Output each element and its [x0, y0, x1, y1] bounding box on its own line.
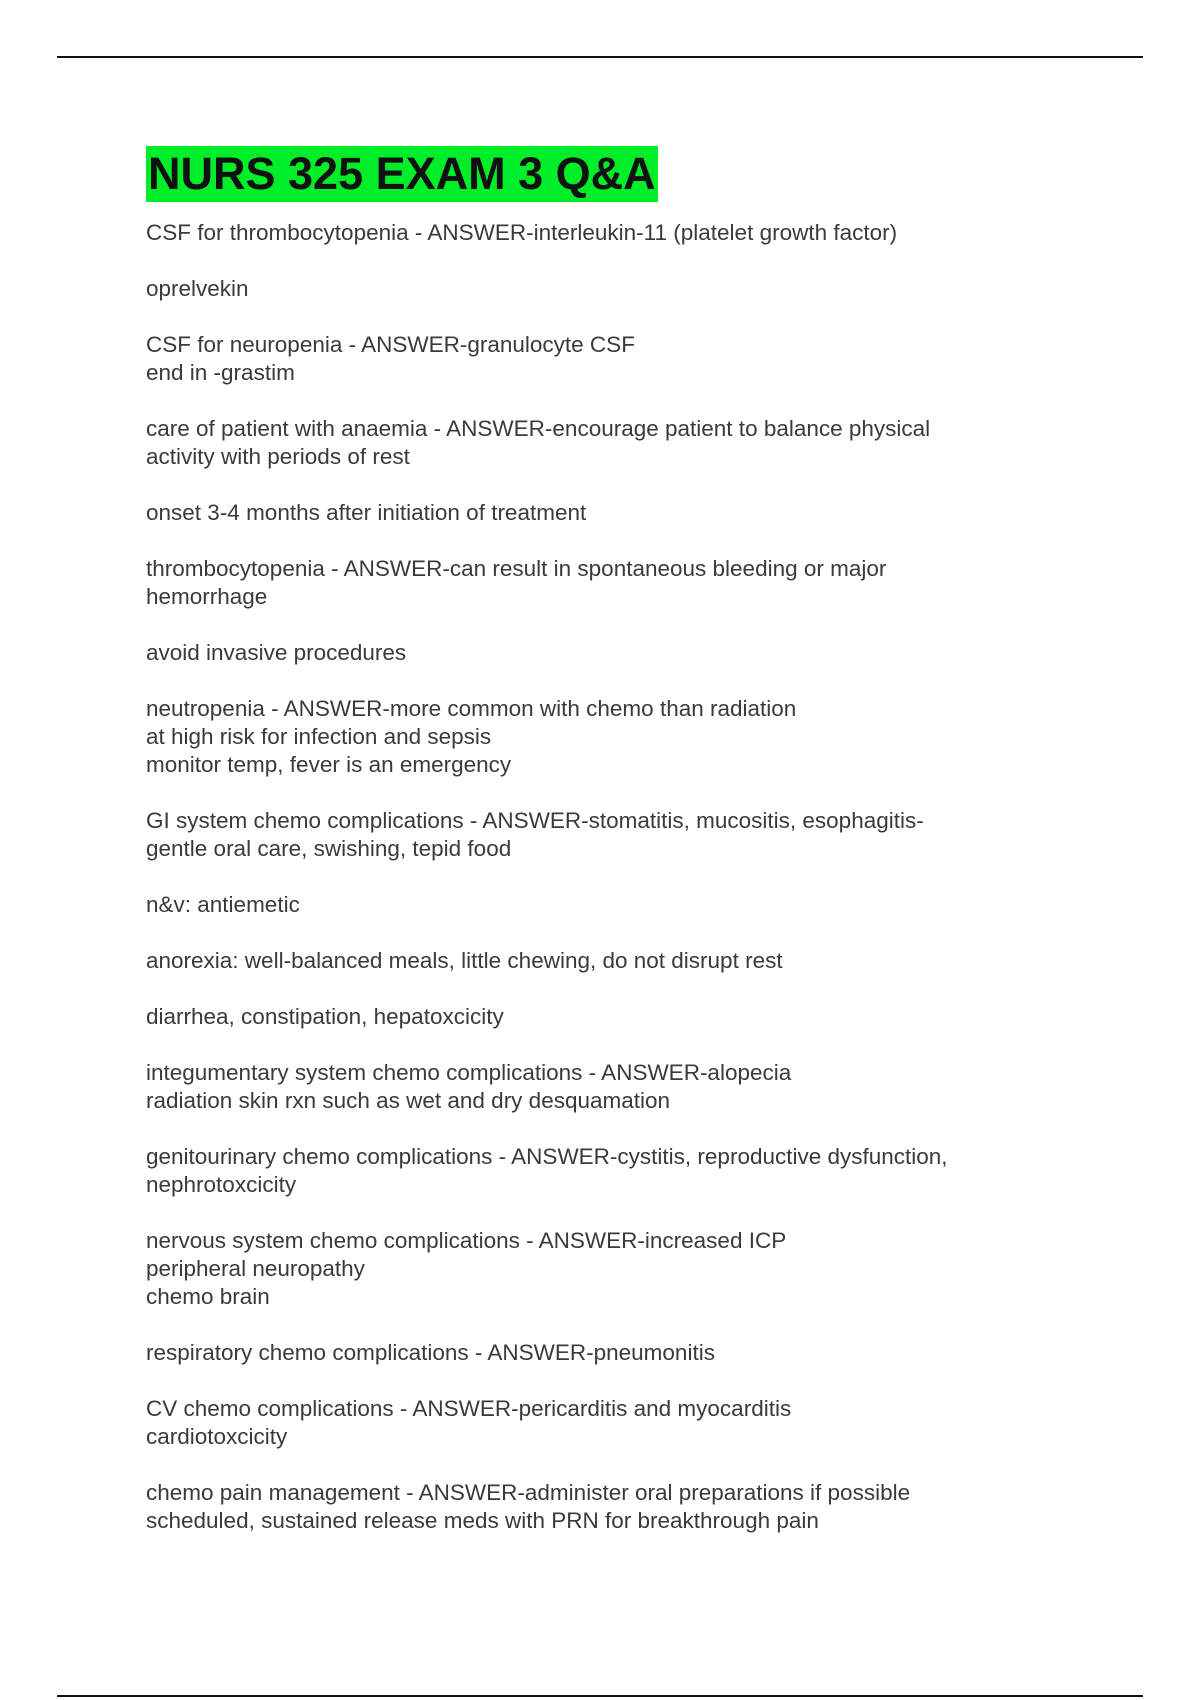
qa-entry-line: CSF for neuropenia - ANSWER-granulocyte CSF: [146, 332, 635, 357]
qa-entry: [146, 1227, 1046, 1311]
qa-entry-line: chemo pain management - ANSWER-administer oral preparations if possible: [146, 1480, 911, 1505]
qa-entry-line: peripheral neuropathy: [146, 1256, 365, 1281]
qa-entry-line: CV chemo complications - ANSWER-pericarditis and myocarditis: [146, 1396, 792, 1421]
qa-entry-line: chemo brain: [146, 1284, 270, 1309]
qa-entry: [146, 219, 1046, 247]
qa-entry: [146, 1003, 1046, 1031]
qa-entry-line: at high risk for infection and sepsis: [146, 724, 492, 749]
qa-entry: [146, 891, 1046, 919]
qa-entry-line: nervous system chemo complications - ANSWER-increased ICP: [146, 1228, 787, 1253]
qa-entry-line: n&v: antiemetic: [146, 892, 300, 917]
qa-entry-line: avoid invasive procedures: [146, 640, 407, 665]
qa-entry: [146, 275, 1046, 303]
qa-entry: [146, 1143, 1046, 1199]
qa-entry-line: nephrotoxcicity: [146, 1172, 297, 1197]
qa-entry-line: CSF for thrombocytopenia - ANSWER-interleukin-11 (platelet growth factor): [146, 220, 898, 245]
qa-entry-line: care of patient with anaemia - ANSWER-encourage patient to balance physical: [146, 416, 931, 441]
qa-entry-line: cardiotoxcicity: [146, 1424, 288, 1449]
qa-entry-line: thrombocytopenia - ANSWER-can result in spontaneous bleeding or major: [146, 556, 887, 581]
qa-entry: [146, 947, 1046, 975]
qa-entry: [146, 1059, 1046, 1115]
qa-entry-line: gentle oral care, swishing, tepid food: [146, 836, 512, 861]
qa-entry-line: onset 3-4 months after initiation of treatment: [146, 500, 587, 525]
qa-entry-line: genitourinary chemo complications - ANSWER-cystitis, reproductive dysfunction,: [146, 1144, 948, 1169]
qa-entry: [146, 1395, 1046, 1451]
qa-list: [146, 219, 1046, 1535]
qa-entry-line: oprelvekin: [146, 276, 249, 301]
qa-entry: [146, 807, 1046, 863]
qa-entry: [146, 695, 1046, 779]
qa-entry: [146, 1479, 1046, 1535]
qa-entry: [146, 415, 1046, 471]
document-title: NURS 325 EXAM 3 Q&A: [146, 146, 658, 202]
qa-entry-line: neutropenia - ANSWER-more common with chemo than radiation: [146, 696, 797, 721]
qa-entry-line: GI system chemo complications - ANSWER-stomatitis, mucositis, esophagitis-: [146, 808, 924, 833]
qa-entry-line: hemorrhage: [146, 584, 268, 609]
qa-entry-line: monitor temp, fever is an emergency: [146, 752, 512, 777]
document-body: [146, 146, 1046, 1563]
qa-entry: [146, 639, 1046, 667]
bottom-rule: [57, 1695, 1143, 1697]
qa-entry-line: anorexia: well-balanced meals, little chewing, do not disrupt rest: [146, 948, 783, 973]
qa-entry: [146, 499, 1046, 527]
qa-entry-line: respiratory chemo complications - ANSWER-pneumonitis: [146, 1340, 715, 1365]
qa-entry-line: end in -grastim: [146, 360, 295, 385]
qa-entry-line: activity with periods of rest: [146, 444, 410, 469]
qa-entry: [146, 331, 1046, 387]
qa-entry-line: radiation skin rxn such as wet and dry desquamation: [146, 1088, 671, 1113]
qa-entry-line: integumentary system chemo complications - ANSWER-alopecia: [146, 1060, 792, 1085]
qa-entry-line: diarrhea, constipation, hepatoxcicity: [146, 1004, 504, 1029]
qa-entry-line: scheduled, sustained release meds with PRN for breakthrough pain: [146, 1508, 819, 1533]
qa-entry: [146, 1339, 1046, 1367]
qa-entry: [146, 555, 1046, 611]
top-rule: [57, 56, 1143, 58]
